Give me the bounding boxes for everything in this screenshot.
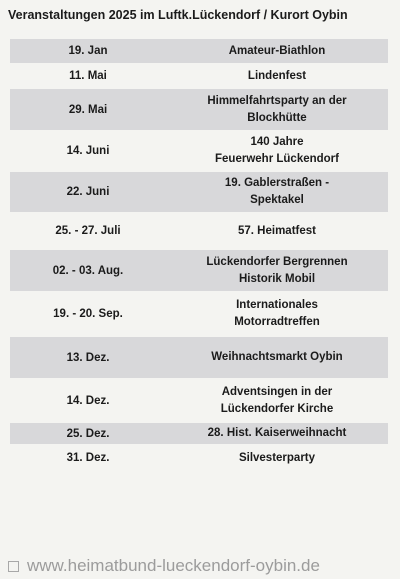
page-title: Veranstaltungen 2025 im Luftk.Lückendorf / Kurort Oybin [8,8,348,22]
event-date: 14. Dez. [66,394,110,407]
event-name: 28. Hist. Kaiserweihnacht [207,427,347,439]
event-date: 25. - 27. Juli [55,225,121,237]
event-name: 140 Jahre Feuerwehr Lückendorf [215,136,339,165]
event-date: 19. - 20. Sep. [53,308,123,320]
event-row [10,378,388,423]
event-row [10,130,388,172]
event-name: 57. Heimatfest [238,224,316,237]
event-row [10,337,388,378]
event-name: Weihnachtsmarkt Oybin [211,351,343,363]
event-row [10,444,388,472]
footer [8,556,320,576]
event-name: Lückendorfer Bergrennen Historik Mobil [206,255,348,285]
event-row [10,291,388,337]
event-name: Amateur-Biathlon [228,44,326,57]
event-row [10,39,388,63]
event-date: 13. Dez. [66,351,110,364]
event-date: 02. - 03. Aug. [52,264,124,277]
event-row [10,212,388,250]
event-name: 19. Gablerstraßen - Spektakel [224,177,330,206]
event-row [10,423,388,444]
event-date: 31. Dez. [66,452,110,464]
event-row [10,172,388,212]
event-row [10,250,388,291]
footer-url[interactable]: www.heimatbund-lueckendorf-oybin.de [27,556,320,575]
event-date: 22. Juni [66,186,110,198]
event-date: 25. Dez. [66,427,110,440]
event-date: 14. Juni [66,145,110,157]
checkbox-icon [8,561,19,572]
event-row [10,63,388,89]
events-table [10,39,388,472]
event-row [10,89,388,130]
event-date: 19. Jan [68,45,108,57]
event-name: Internationales Motorradtreffen [234,299,320,328]
event-date: 29. Mai [68,103,108,116]
event-name: Adventsingen in der Lückendorfer Kirche [220,385,334,415]
event-name: Himmelfahrtsparty an der Blockhütte [207,94,347,124]
event-name: Lindenfest [247,69,307,82]
event-date: 11. Mai [69,70,107,82]
event-name: Silvesterparty [238,451,316,464]
